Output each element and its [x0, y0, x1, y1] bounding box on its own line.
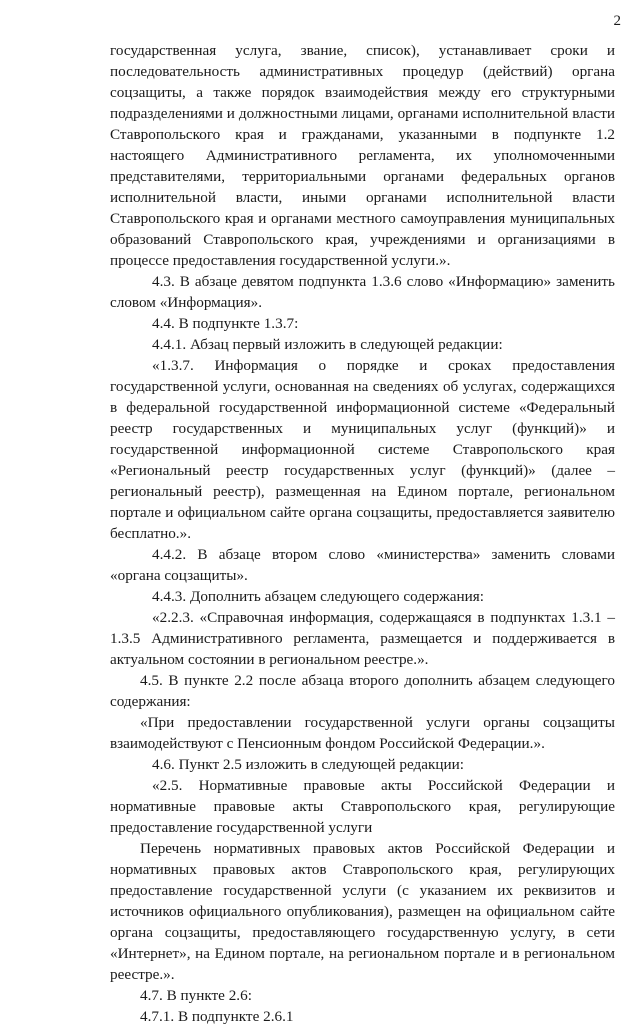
page-number: 2	[613, 13, 621, 29]
paragraph-item-2-5-quote: «2.5. Нормативные правовые акты Российской Федерации и нормативные правовые акты Ставропольского края, регулирующие предоставление государственной услуги	[110, 777, 615, 836]
paragraph-intro-continuation: государственная услуга, звание, список), устанавливает сроки и последовательность административных процедур (действий) органа соцзащиты, а также порядок взаимодействия между его структурными подразделениями и должностными лицами, органами исполнительной власти Ставропольского края и гражданами, указанными в подпункте 1.2 настоящего Административного регламента, их уполномоченными представителями, территориальными органами федеральных органов исполнительной власти, иными органами исполнительной власти Ставропольского края и органами местного самоуправления муниципальных образований Ставропольского края, учреждениями и организациями в процессе предоставления государственной услуги.».	[110, 42, 615, 269]
paragraph-item-4-4-1: 4.4.1. Абзац первый изложить в следующей редакции:	[152, 336, 503, 353]
paragraph-item-1-3-7-quote: «1.3.7. Информация о порядке и сроках предоставления государственной услуги, основанная на сведениях об услугах, содержащихся в федеральной государственной информационной системе «Федеральный реестр государственных и муниципальных услуг (функций)» и государственной информационной системе Ставропольского края «Региональный реестр государственных услуг (функций)» (далее – региональный реестр), размещенная на Едином портале, региональном портале и официальном сайте органа соцзащиты, предоставляется заявителю бесплатно.».	[110, 357, 615, 542]
document-body	[110, 40, 615, 1027]
paragraph-item-2-2-3-quote: «2.2.3. «Справочная информация, содержащаяся в подпунктах 1.3.1 – 1.3.5 Административного регламента, размещается и поддерживается в актуальном состоянии в региональном реестре.».	[110, 609, 615, 668]
paragraph-item-4-3: 4.3. В абзаце девятом подпункта 1.3.6 слово «Информацию» заменить словом «Информация».	[110, 273, 615, 311]
paragraph-item-4-5: 4.5. В пункте 2.2 после абзаца второго дополнить абзацем следующего содержания:	[110, 672, 615, 710]
paragraph-item-4-4: 4.4. В подпункте 1.3.7:	[152, 315, 299, 332]
paragraph-pension-fund-quote: «При предоставлении государственной услуги органы соцзащиты взаимодействуют с Пенсионным фондом Российской Федерации.».	[110, 714, 615, 752]
paragraph-item-4-6: 4.6. Пункт 2.5 изложить в следующей редакции:	[152, 756, 465, 773]
paragraph-item-4-4-3: 4.4.3. Дополнить абзацем следующего содержания:	[152, 588, 484, 605]
paragraph-item-4-7-1: 4.7.1. В подпункте 2.6.1	[140, 1008, 294, 1025]
paragraph-normative-acts-list: Перечень нормативных правовых актов Российской Федерации и нормативных правовых актов Ставропольского края, регулирующих предоставление государственной услуги (с указанием их реквизитов и источников официального опубликования), размещен на официальном сайте органа соцзащиты, предоставляющего государственную услугу, в сети «Интернет», на Едином портале, на региональном портале и в региональном реестре.».	[110, 840, 615, 983]
paragraph-item-4-4-2: 4.4.2. В абзаце втором слово «министерства» заменить словами «органа соцзащиты».	[110, 546, 615, 584]
paragraph-item-4-7: 4.7. В пункте 2.6:	[140, 987, 252, 1004]
